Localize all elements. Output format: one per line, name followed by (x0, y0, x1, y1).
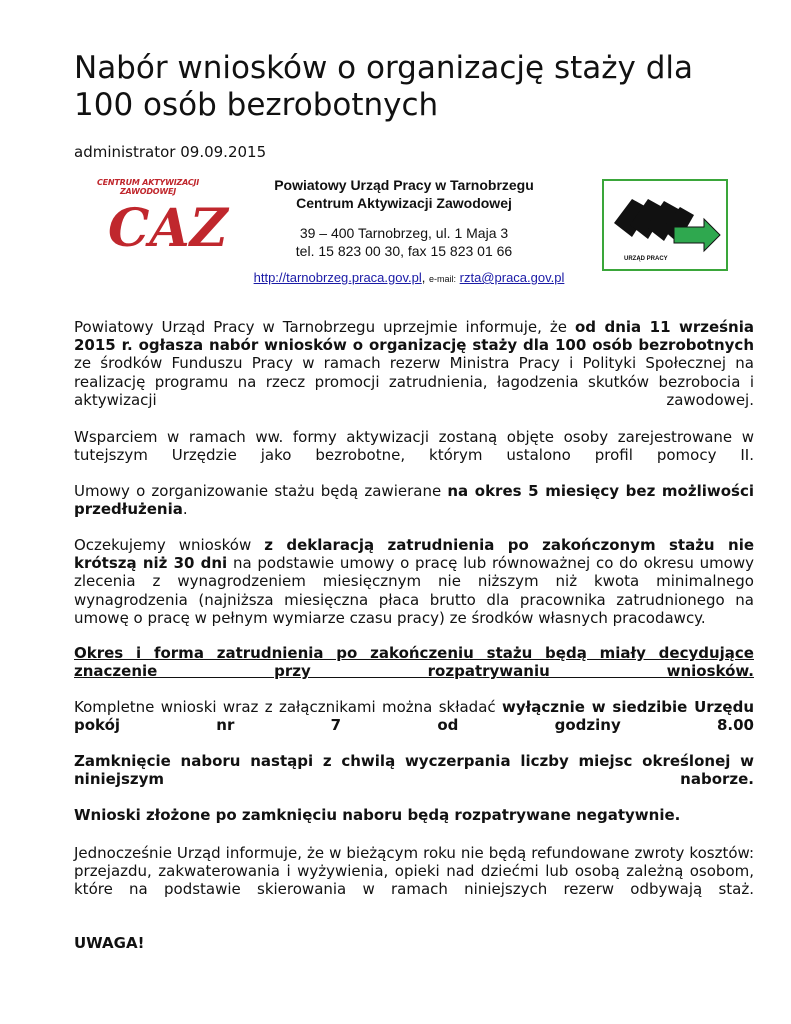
paragraph-refunds: Jednocześnie Urząd informuje, że w bieżącym roku nie będą refundowane zwroty kosztów: przejazdu, zakwaterowania i wyżywienia, opieki nad dziećmi lub osobą zależną osobom, które na podstawie skierowania w ramach niniejszych rezerw odbywają staż. (74, 844, 754, 899)
caz-logo (90, 172, 228, 264)
org-address: 39 – 400 Tarnobrzeg, ul. 1 Maja 3 (299, 225, 509, 241)
article-meta (74, 143, 266, 161)
caz-logo-caption: CENTRUM AKTYWIZACJI ZAWODOWEJ (96, 178, 200, 196)
email-link[interactable]: rzta@praca.gov.pl (459, 270, 565, 285)
urzad-pracy-caption: URZĄD PRACY (624, 256, 668, 262)
org-phones: tel. 15 823 00 30, fax 15 823 01 66 (295, 243, 513, 259)
paragraph-announcement: Powiatowy Urząd Pracy w Tarnobrzegu uprzejmie informuje, że od dnia 11 września 2015 r. ogłasza nabór wniosków o organizację staży dla 100 osób bezrobotnych ze środków Funduszu Pracy w ramach rezerw Ministra Pracy i Polityki Społecznej na realizację programu na rzecz promocji zatrudnienia, łagodzenia skutków bezrobocia i aktywizacji zawodowej. (74, 318, 754, 409)
paragraph-duration: Umowy o zorganizowanie stażu będą zawierane na okres 5 miesięcy bez możliwości przedłużenia. (74, 482, 755, 519)
org-unit: Centrum Aktywizacji Zawodowej (296, 195, 512, 211)
paragraph-closing: Zamknięcie naboru nastąpi z chwilą wyczerpania liczby miejsc określonej w niniejszym naborze. (74, 752, 754, 789)
page-title: Nabór wniosków o organizację staży dla 100 osób bezrobotnych (74, 50, 694, 123)
paragraph-warning: UWAGA! (74, 934, 145, 952)
email-label: e-mail: (429, 274, 457, 284)
author-link[interactable]: administrator (74, 143, 176, 161)
paragraph-late-applications: Wnioski złożone po zamknięciu naboru będą rozpatrywane negatywnie. (74, 806, 681, 824)
caz-logo-text: CAZ (108, 198, 228, 259)
paragraph-employment-declaration: Oczekujemy wniosków z deklaracją zatrudnienia po zakończonym stażu nie krótszą niż 30 dni na podstawie umowy o pracę lub równoważnej co do okresu umowy zlecenia z wynagrodzeniem miesięcznym nie niższym niż kwota minimalnego wynagrodzenia (najniższa miesięczna płaca brutto dla pracownika zatrudnionego na umowę o pracę w pełnym wymiarze czasu pracy) ze środków własnych pracodawcy. (74, 536, 755, 627)
paragraph-submission: Kompletne wnioski wraz z załącznikami można składać wyłącznie w siedzibie Urzędu pokój nr 7 od godziny 8.00 (74, 698, 754, 735)
paragraph-decisive-criteria: Okres i forma zatrudnienia po zakończeniu stażu będą miały decydujące znaczenie przy rozpatrywaniu wniosków. (74, 644, 754, 681)
caz-logo-mark (104, 192, 228, 260)
paragraph-eligibility: Wsparciem w ramach ww. formy aktywizacji zostaną objęte osoby zarejestrowane w tutejszym Urzędzie jako bezrobotne, którym ustalono profil pomocy II. (74, 428, 754, 465)
org-contact-links: http://tarnobrzeg.praca.gov.pl, e-mail: rzta@praca.gov.pl (253, 270, 565, 285)
header-banner-image (74, 172, 736, 292)
urzad-pracy-logo (602, 179, 728, 271)
org-name: Powiatowy Urząd Pracy w Tarnobrzegu (274, 177, 534, 193)
website-link[interactable]: http://tarnobrzeg.praca.gov.pl (253, 270, 422, 285)
publish-date: 09.09.2015 (180, 143, 267, 161)
